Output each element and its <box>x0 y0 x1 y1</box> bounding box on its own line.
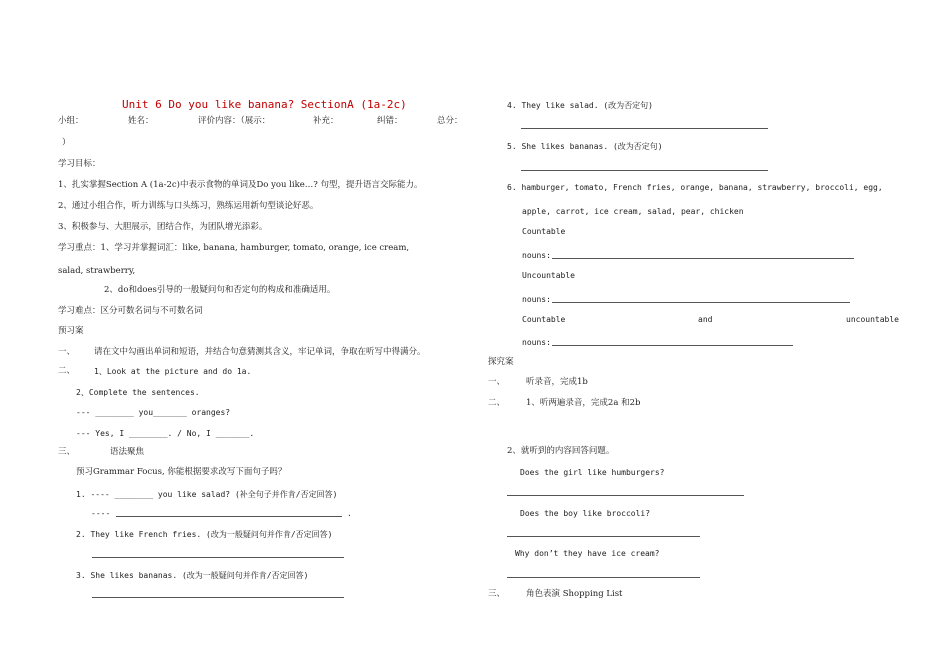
answer-line <box>552 302 850 303</box>
preview-s3-num: 三、 <box>58 447 76 457</box>
close-paren: ） <box>62 138 71 148</box>
explore-s2-num: 二、 <box>488 398 506 408</box>
group-label: 小组： <box>58 116 84 126</box>
explore-s3-text: 角色表演 Shopping List <box>526 589 623 599</box>
question-line-2: --- Yes, I ________. / No, I _______. <box>76 429 255 438</box>
total-label: 总分： <box>437 116 463 126</box>
uncountable-label: Uncountable <box>522 271 575 280</box>
answer-line <box>521 128 768 129</box>
countable-label: Countable <box>522 227 566 236</box>
preview-s2-text: 1、Look at the picture and do 1a. <box>94 367 252 376</box>
preview-heading: 预习案 <box>58 326 84 336</box>
answer-line <box>552 258 854 259</box>
key-points-line-3: 2、do和does引导的一般疑问句和否定句的构成和准确适用。 <box>104 285 336 295</box>
exercise-6-line-2: apple, carrot, ice cream, salad, pear, chicken <box>522 207 744 216</box>
name-label: 姓名： <box>128 116 154 126</box>
uncountable-label-2: uncountable <box>846 315 899 324</box>
and-label: and <box>698 315 713 324</box>
goal-item-3: 3、积极参与、大胆展示，团结合作，为团队增光添彩。 <box>58 222 268 232</box>
exercise-3: 3. She likes bananas. (改为一般疑问句并作肯/否定回答) <box>76 571 309 580</box>
question-1: Does the girl like humburgers? <box>520 468 665 477</box>
grammar-focus-intro: 预习Grammar Focus, 你能根据要求改写下面句子吗？ <box>76 467 287 477</box>
explore-s1-num: 一、 <box>488 377 506 387</box>
nouns-label-1: nouns: <box>522 251 551 260</box>
explore-s3-num: 三、 <box>488 589 506 599</box>
answer-line <box>507 495 744 496</box>
preview-s1-num: 一、 <box>58 347 76 357</box>
eval-label: 评价内容：（展示： <box>198 116 271 126</box>
countable-label-2: Countable <box>522 315 566 324</box>
key-points-line-2: salad, strawberry, <box>58 266 136 276</box>
supplement-label: 补充： <box>313 116 339 126</box>
goal-item-1: 1、扎实掌握Section A (1a-2c)中表示食物的单词及Do you like…? 句型，提升语言交际能力。 <box>58 180 423 190</box>
explore-s1-text: 听录音，完成1b <box>526 377 588 387</box>
answer-line <box>552 345 793 346</box>
explore-s2-text: 1、听两遍录音，完成2a 和2b <box>526 398 641 408</box>
exercise-6-line-1: 6. hamburger, tomato, French fries, orange, banana, strawberry, broccoli, egg, <box>507 183 883 192</box>
exercise-1-answer-dash: ---- <box>91 509 111 518</box>
goals-heading: 学习目标： <box>58 159 101 169</box>
question-3: Why don’t they have ice cream? <box>515 549 660 558</box>
question-line-1: --- ________ you_______ oranges? <box>76 408 231 417</box>
explore-heading: 探究案 <box>488 357 514 367</box>
correct-label: 纠错： <box>377 116 403 126</box>
difficulty-line: 学习难点：区分可数名词与不可数名词 <box>58 306 203 316</box>
preview-s1-text: 请在文中勾画出单词和短语，并结合句意猜测其含义，牢记单词，争取在听写中得满分。 <box>94 347 426 357</box>
preview-s2-num: 二、 <box>58 366 76 376</box>
key-points-line-1: 学习重点：1、学习并掌握词汇：like, banana, hamburger, tomato, orange, ice cream, <box>58 243 410 253</box>
answer-line <box>507 536 700 537</box>
question-2: Does the boy like broccoli? <box>520 509 651 518</box>
answer-line <box>116 516 342 517</box>
preview-s3-text: 语法聚焦 <box>110 447 145 457</box>
exercise-4: 4. They like salad. (改为否定句) <box>507 101 653 110</box>
answer-line <box>521 170 768 171</box>
goal-item-2: 2、通过小组合作，听力训练与口头练习，熟练运用新句型谈论好恶。 <box>58 201 319 211</box>
explore-s2-item-2: 2、就听到的内容回答问题。 <box>507 446 615 456</box>
nouns-label-2: nouns: <box>522 295 551 304</box>
answer-line <box>92 597 344 598</box>
preview-s2-item-2: 2、Complete the sentences. <box>76 388 200 397</box>
page-title: Unit 6 Do you like banana? SectionA (1a-2c) <box>122 98 407 111</box>
exercise-1-dot: . <box>347 509 352 518</box>
answer-line <box>92 557 344 558</box>
exercise-1: 1. ---- ________ you like salad? (补全句子并作肯/否定回答) <box>76 490 338 499</box>
nouns-label-3: nouns: <box>522 338 551 347</box>
exercise-5: 5. She likes bananas. (改为否定句) <box>507 142 663 151</box>
answer-line <box>507 577 700 578</box>
exercise-2: 2. They like French fries. (改为一般疑问句并作肯/否定回答) <box>76 530 333 539</box>
